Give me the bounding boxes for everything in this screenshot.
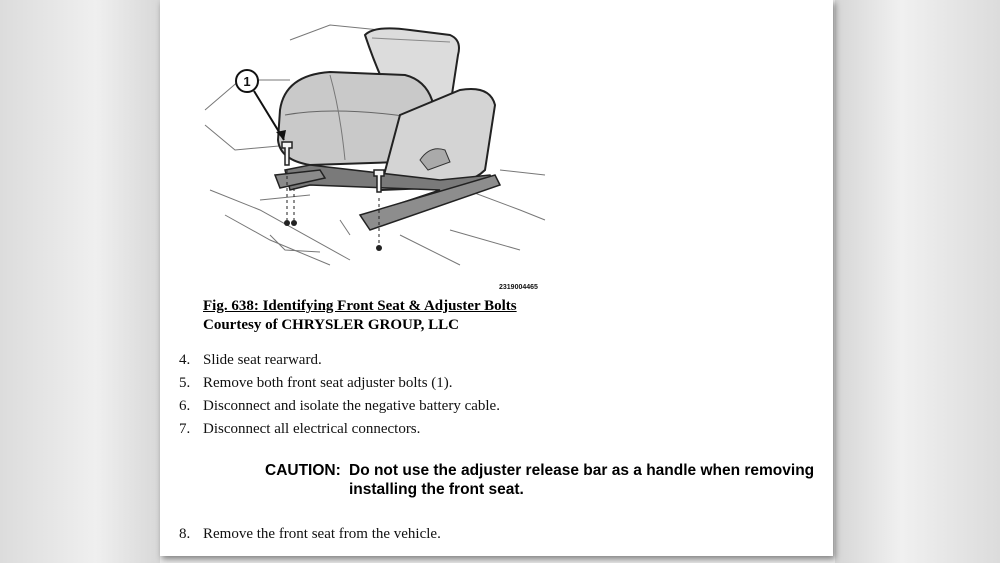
step-item bbox=[179, 421, 779, 444]
seat-illustration bbox=[200, 20, 550, 270]
step-text: Remove both front seat adjuster bolts (1). bbox=[203, 375, 453, 391]
step-number: 8. bbox=[179, 526, 191, 542]
caution-text: Do not use the adjuster release bar as a handle when removing installing the front seat. bbox=[349, 462, 815, 498]
background-right bbox=[835, 0, 1000, 563]
step-item bbox=[179, 352, 779, 375]
step-number: 6. bbox=[179, 398, 191, 414]
step-text: Disconnect and isolate the negative battery cable. bbox=[203, 398, 500, 414]
callout-number: 1 bbox=[243, 74, 251, 89]
figure-courtesy: Courtesy of CHRYSLER GROUP, LLC bbox=[203, 317, 460, 333]
procedure-steps bbox=[179, 352, 779, 444]
step-text: Slide seat rearward. bbox=[203, 352, 322, 368]
caution-label: CAUTION: bbox=[265, 462, 341, 479]
step-item bbox=[179, 375, 779, 398]
document-page bbox=[160, 0, 833, 556]
step-text: Disconnect all electrical connectors. bbox=[203, 421, 421, 437]
background-left bbox=[0, 0, 160, 563]
step-item bbox=[179, 526, 441, 543]
step-number: 7. bbox=[179, 421, 191, 437]
step-number: 5. bbox=[179, 375, 191, 391]
step-item bbox=[179, 398, 779, 421]
step-number: 4. bbox=[179, 352, 191, 368]
step-text: Remove the front seat from the vehicle. bbox=[203, 526, 441, 542]
figure-caption: Fig. 638: Identifying Front Seat & Adjuster Bolts bbox=[203, 298, 517, 314]
figure-code: 2319004465 bbox=[499, 284, 538, 291]
